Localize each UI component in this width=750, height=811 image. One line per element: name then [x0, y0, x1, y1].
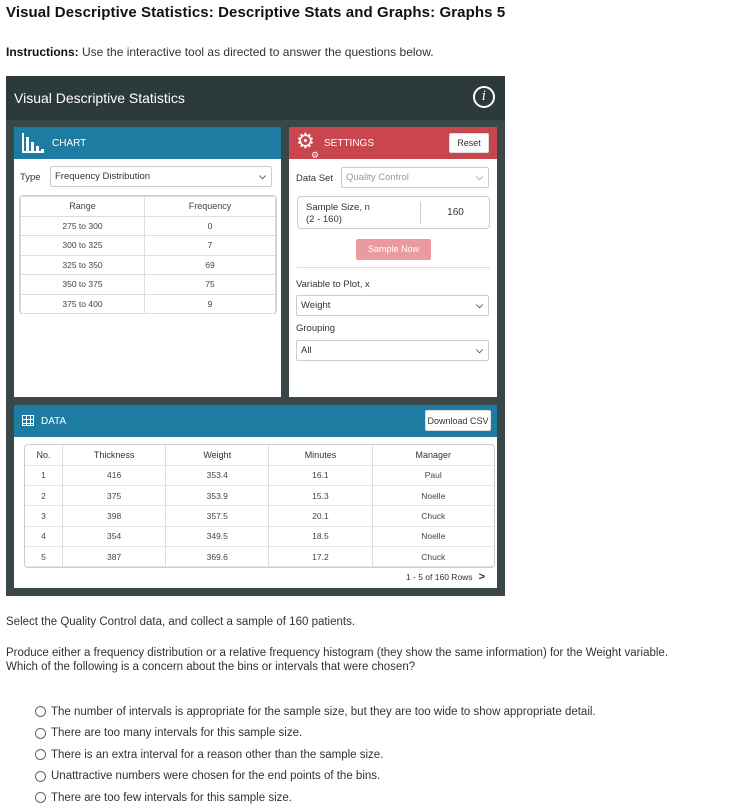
data-cell: 18.5	[269, 526, 372, 546]
grouping-select[interactable]	[296, 340, 489, 361]
data-cell: 387	[63, 546, 166, 566]
data-panel	[14, 405, 497, 588]
radio-button[interactable]	[35, 728, 46, 739]
freq-count-cell: 9	[144, 294, 275, 314]
freq-count-cell: 69	[144, 255, 275, 275]
answer-options	[35, 701, 596, 809]
chart-type-value: Frequency Distribution	[55, 171, 151, 182]
sample-size-label-group	[306, 202, 370, 226]
answer-option[interactable]	[35, 723, 596, 745]
freq-count-cell: 75	[144, 275, 275, 295]
table-grid-icon	[22, 415, 34, 426]
data-cell: 416	[63, 465, 166, 485]
settings-divider	[297, 267, 490, 268]
answer-option[interactable]	[35, 744, 596, 766]
radio-button[interactable]	[35, 706, 46, 717]
next-page-icon[interactable]: >	[478, 571, 485, 583]
data-cell: 1	[25, 465, 63, 485]
variable-select[interactable]	[296, 295, 489, 316]
download-csv-button[interactable]: Download CSV	[425, 410, 491, 431]
gear-icon: ⚙ ⚙	[296, 130, 320, 160]
data-col-weight: Weight	[166, 445, 269, 465]
frequency-table	[19, 195, 277, 314]
data-cell: Chuck	[372, 546, 494, 566]
sample-size-range: (2 - 160)	[306, 214, 342, 225]
freq-range-cell: 375 to 400	[21, 294, 145, 314]
data-cell: Noelle	[372, 526, 494, 546]
table-row	[25, 506, 494, 526]
chevron-down-icon: ⌵	[476, 172, 483, 182]
pagination	[406, 571, 485, 583]
chart-panel-header	[14, 127, 281, 159]
freq-col-frequency: Frequency	[144, 197, 275, 217]
data-cell: 16.1	[269, 465, 372, 485]
answer-option-label: The number of intervals is appropriate for the sample size, but they are too wide to show appropriate detail.	[51, 705, 596, 718]
data-cell: 375	[63, 486, 166, 506]
pagination-text: 1 - 5 of 160 Rows	[405, 572, 473, 582]
question-intro: Select the Quality Control data, and collect a sample of 160 patients.	[6, 616, 356, 628]
data-cell: Chuck	[372, 506, 494, 526]
instructions	[6, 45, 434, 59]
dataset-label: Data Set	[296, 173, 333, 184]
radio-button[interactable]	[35, 749, 46, 760]
sample-now-button[interactable]: Sample Now	[356, 239, 431, 260]
table-row	[25, 486, 494, 506]
reset-button[interactable]: Reset	[449, 133, 489, 153]
data-cell: 15.3	[269, 486, 372, 506]
data-cell: 353.9	[166, 486, 269, 506]
chart-type-label: Type	[20, 172, 41, 183]
instructions-text: Use the interactive tool as directed to answer the questions below.	[78, 45, 434, 59]
data-cell: 357.5	[166, 506, 269, 526]
table-row	[25, 546, 494, 566]
data-col-manager: Manager	[372, 445, 494, 465]
settings-panel	[289, 127, 497, 397]
settings-panel-title: SETTINGS	[324, 138, 375, 149]
freq-count-cell: 0	[144, 216, 275, 236]
chevron-down-icon: ⌵	[476, 345, 483, 355]
sample-size-label: Sample Size, n	[306, 202, 370, 213]
data-col-thickness: Thickness	[63, 445, 166, 465]
freq-row	[21, 236, 276, 256]
app-header	[6, 76, 505, 120]
question-prompt: Which of the following is a concern about the bins or intervals that were chosen?	[6, 661, 416, 673]
answer-option[interactable]	[35, 701, 596, 723]
page-title: Visual Descriptive Statistics: Descriptive Stats and Graphs: Graphs 5	[6, 4, 506, 21]
answer-option-label: There is an extra interval for a reason other than the sample size.	[51, 748, 384, 761]
data-col-no: No.	[25, 445, 63, 465]
info-icon[interactable]: i	[473, 86, 495, 108]
visual-stats-app	[6, 76, 505, 596]
answer-option[interactable]	[35, 766, 596, 788]
variable-label: Variable to Plot, x	[296, 279, 370, 290]
chart-type-select[interactable]	[50, 166, 272, 187]
data-cell: Paul	[372, 465, 494, 485]
freq-range-cell: 275 to 300	[21, 216, 145, 236]
chart-panel-title: CHART	[52, 138, 87, 149]
answer-option-label: Unattractive numbers were chosen for the end points of the bins.	[51, 770, 381, 783]
dataset-select[interactable]	[341, 167, 489, 188]
data-cell: 5	[25, 546, 63, 566]
chart-panel	[14, 127, 281, 397]
freq-range-cell: 325 to 350	[21, 255, 145, 275]
frequency-table-grid	[20, 196, 276, 314]
data-cell: 369.6	[166, 546, 269, 566]
freq-row	[21, 255, 276, 275]
data-cell: Noelle	[372, 486, 494, 506]
answer-option[interactable]	[35, 787, 596, 809]
chevron-down-icon: ⌵	[476, 300, 483, 310]
freq-range-cell: 300 to 325	[21, 236, 145, 256]
data-table	[24, 444, 495, 568]
table-row	[25, 465, 494, 485]
grouping-value: All	[301, 345, 312, 356]
answer-option-label: There are too few intervals for this sample size.	[51, 791, 292, 804]
data-cell: 20.1	[269, 506, 372, 526]
bar-chart-icon	[22, 133, 44, 153]
data-cell: 3	[25, 506, 63, 526]
data-cell: 353.4	[166, 465, 269, 485]
data-cell: 17.2	[269, 546, 372, 566]
data-panel-title: DATA	[41, 416, 67, 427]
freq-row	[21, 294, 276, 314]
data-table-grid	[25, 445, 494, 567]
data-panel-header	[14, 405, 497, 437]
chevron-down-icon: ⌵	[259, 171, 266, 181]
freq-col-range: Range	[21, 197, 145, 217]
table-row	[25, 526, 494, 546]
radio-button[interactable]	[35, 771, 46, 782]
data-cell: 4	[25, 526, 63, 546]
data-cell: 354	[63, 526, 166, 546]
data-cell: 398	[63, 506, 166, 526]
grouping-label: Grouping	[296, 323, 336, 334]
freq-row	[21, 275, 276, 295]
dataset-value: Quality Control	[346, 172, 409, 183]
sample-size-box	[297, 196, 490, 229]
instructions-label: Instructions:	[6, 45, 79, 59]
data-cell: 349.5	[166, 526, 269, 546]
answer-option-label: There are too many intervals for this sample size.	[51, 727, 303, 740]
freq-range-cell: 350 to 375	[21, 275, 145, 295]
freq-count-cell: 7	[144, 236, 275, 256]
freq-row	[21, 216, 276, 236]
radio-button[interactable]	[35, 792, 46, 803]
settings-panel-header	[289, 127, 497, 159]
data-col-minutes: Minutes	[269, 445, 372, 465]
app-title: Visual Descriptive Statistics	[14, 90, 185, 106]
question-instruction: Produce either a frequency distribution or a relative frequency histogram (they show the same information) for the Weight variable.	[6, 647, 669, 659]
variable-value: Weight	[301, 300, 331, 311]
data-cell: 2	[25, 486, 63, 506]
sample-size-input[interactable]: 160	[420, 202, 490, 224]
